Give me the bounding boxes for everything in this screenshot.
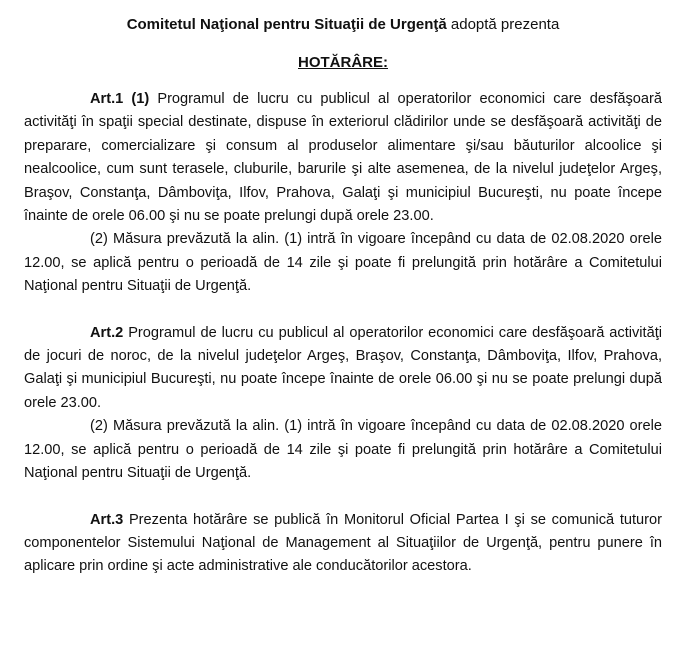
article-1-paragraph-2 (24, 228, 662, 298)
article-3-paragraph-1 (24, 509, 662, 579)
article-3-paragraph-1-text: Prezenta hotărâre se publică în Monitorul Oficial Partea I şi se comunică tuturor componentelor Sistemului Naţional de Management al Situaţiilor de Urgenţă, pentru punere în aplicare prin ordine şi acte administrative ale conducătorilor acestora. (24, 511, 662, 575)
committee-name: Comitetul Naţional pentru Situaţii de Urgenţă (126, 16, 447, 33)
article-2-paragraph-1-text: Programul de lucru cu publicul al operatorilor economici care desfăşoară activităţi de jocuri de noroc, de la nivelul judeţelor Argeş, Braşov, Constanţa, Dâmboviţa, Ilfov, Prahova, Galaţi şi municipiul Bucureşti, nu poate începe înainte de orele 06.00 şi nu se poate prelungi după orele 23.00. (24, 324, 662, 411)
article-1-paragraph-1-text: Programul de lucru cu publicul al operatorilor economici care desfăşoară activităţi în spaţii special destinate, dispuse în exteriorul clădirilor unde se desfăşoară activităţi de preparare, comercializare şi consum al produselor alimentare şi/sau băuturilor alcoolice şi nealcoolice, cum sunt terasele, cluburile, barurile şi alte asemenea, de la nivelul judeţelor Argeş, Braşov, Constanţa, Dâmboviţa, Ilfov, Prahova, Galaţi şi municipiul Bucureşti, nu poate începe înainte de orele 06.00 şi nu se poate prelungi după orele 23.00. (24, 91, 663, 225)
article-2-paragraph-2 (24, 415, 662, 485)
article-1 (24, 88, 662, 299)
article-gap (24, 299, 662, 322)
article-2-label: Art.2 (90, 324, 124, 341)
article-3 (24, 509, 662, 579)
article-3-label: Art.3 (90, 511, 124, 528)
article-2 (24, 322, 662, 486)
decision-heading: HOTĂRÂRE: (298, 54, 388, 71)
intro-rest: adoptă prezenta (446, 16, 560, 33)
article-1-label: Art.1 (1) (90, 91, 150, 107)
article-1-paragraph-1 (24, 88, 662, 228)
article-2-paragraph-2-text: (2) Măsura prevăzută la alin. (1) intră în vigoare începând cu data de 02.08.2020 orele 12.00, se aplică pentru o perioadă de 14 zile şi poate fi prelungită prin hotărâre a Comitetului Naţional pentru Situaţii de Urgenţă. (24, 418, 662, 482)
intro-line (24, 14, 662, 36)
article-gap (24, 486, 662, 509)
article-2-paragraph-1 (24, 322, 662, 416)
article-1-paragraph-2-text: (2) Măsura prevăzută la alin. (1) intră în vigoare începând cu data de 02.08.2020 orele 12.00, se aplică pentru o perioadă de 14 zile şi poate fi prelungită prin hotărâre a Comitetului Naţional pentru Situaţii de Urgenţă. (24, 231, 662, 295)
